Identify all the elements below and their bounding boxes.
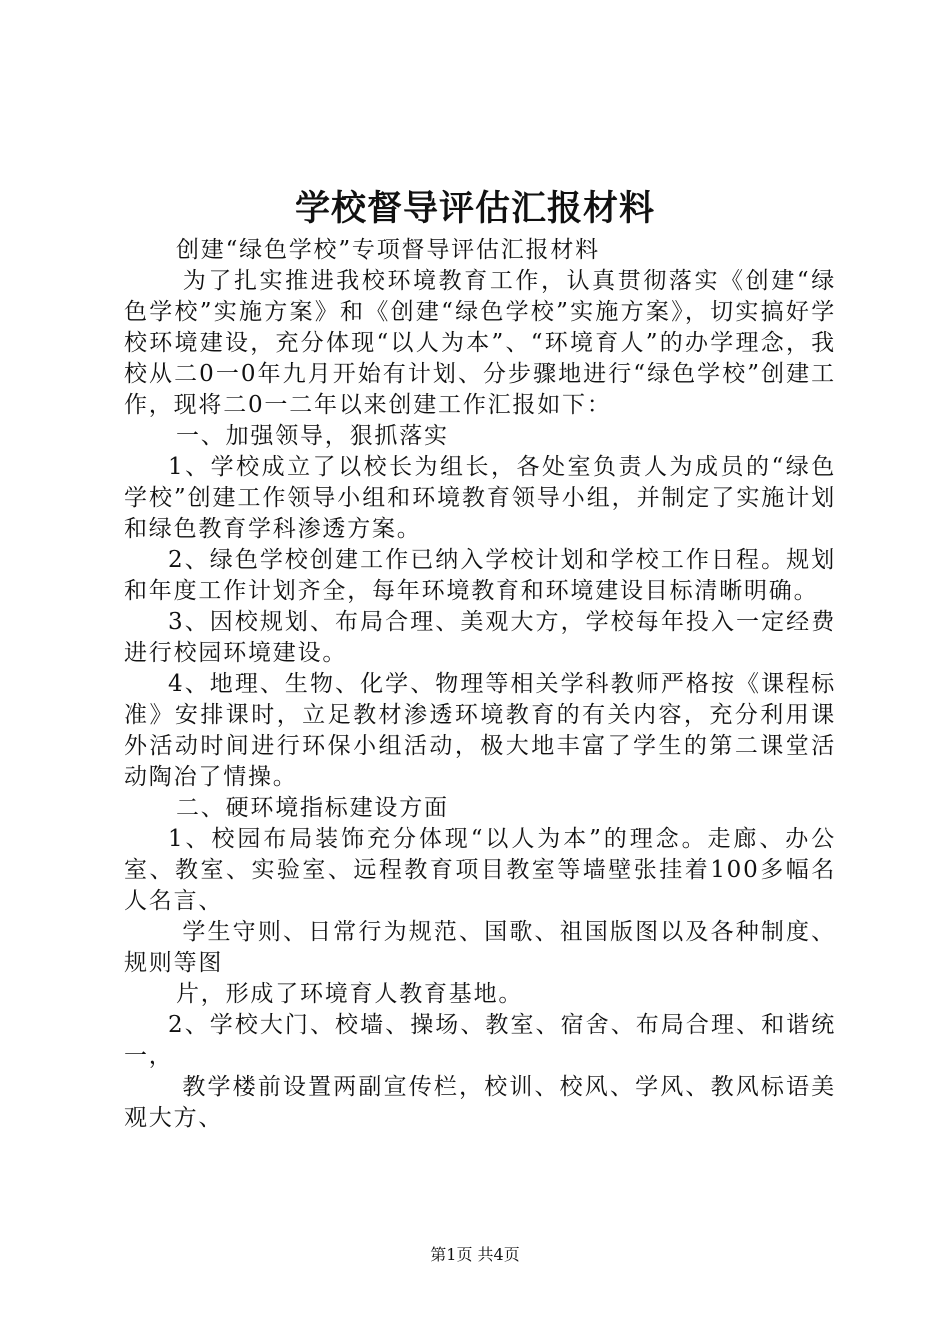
section2-item-2: 2、学校大门、校墙、操场、教室、宿舍、布局合理、和谐统一， bbox=[124, 1012, 836, 1069]
section1-item-1: 1、学校成立了以校长为组长，各处室负责人为成员的“绿色学校”创建工作领导小组和环境教育领导小组，并制定了实施计划和绿色教育学科渗透方案。 bbox=[124, 454, 836, 542]
section2-item-2-continued: 教学楼前设置两副宣传栏，校训、校风、学风、教风标语美观大方、 bbox=[124, 1074, 836, 1131]
section2-item-1-end: 片，形成了环境育人教育基地。 bbox=[176, 981, 524, 1007]
document-title: 学校督导评估汇报材料 bbox=[294, 188, 655, 229]
section2-item-1-continued: 学生守则、日常行为规范、国歌、祖国版图以及各种制度、规则等图 bbox=[124, 919, 836, 976]
intro-paragraph: 为了扎实推进我校环境教育工作，认真贯彻落实《创建“绿色学校”实施方案》和《创建“绿色学校”实施方案》，切实搞好学校环境建设，充分体现“以人为本”、“环境育人”的办学理念，我校从二0一0年九月开始有计划、分步骤地进行“绿色学校”创建工作，现将二0一二年以来创建工作汇报如下： bbox=[124, 268, 836, 418]
page-footer: 第1页 共4页 bbox=[430, 1245, 520, 1264]
document-body bbox=[124, 235, 836, 1134]
subtitle-paragraph: 创建“绿色学校”专项督导评估汇报材料 bbox=[176, 237, 600, 263]
section-heading-2: 二、硬环境指标建设方面 bbox=[176, 795, 449, 821]
section1-item-3: 3、因校规划、布局合理、美观大方，学校每年投入一定经费进行校园环境建设。 bbox=[124, 609, 836, 666]
section1-item-2: 2、绿色学校创建工作已纳入学校计划和学校工作日程。规划和年度工作计划齐全，每年环境教育和环境建设目标清晰明确。 bbox=[124, 547, 836, 604]
section2-item-1: 1、校园布局装饰充分体现“以人为本”的理念。走廊、办公室、教室、实验室、远程教育项目教室等墙壁张挂着100多幅名人名言、 bbox=[124, 826, 836, 914]
section1-item-4: 4、地理、生物、化学、物理等相关学科教师严格按《课程标准》安排课时，立足教材渗透环境教育的有关内容，充分利用课外活动时间进行环保小组活动，极大地丰富了学生的第二课堂活动陶冶了情操。 bbox=[124, 671, 836, 790]
section-heading-1: 一、加强领导，狠抓落实 bbox=[176, 423, 449, 449]
